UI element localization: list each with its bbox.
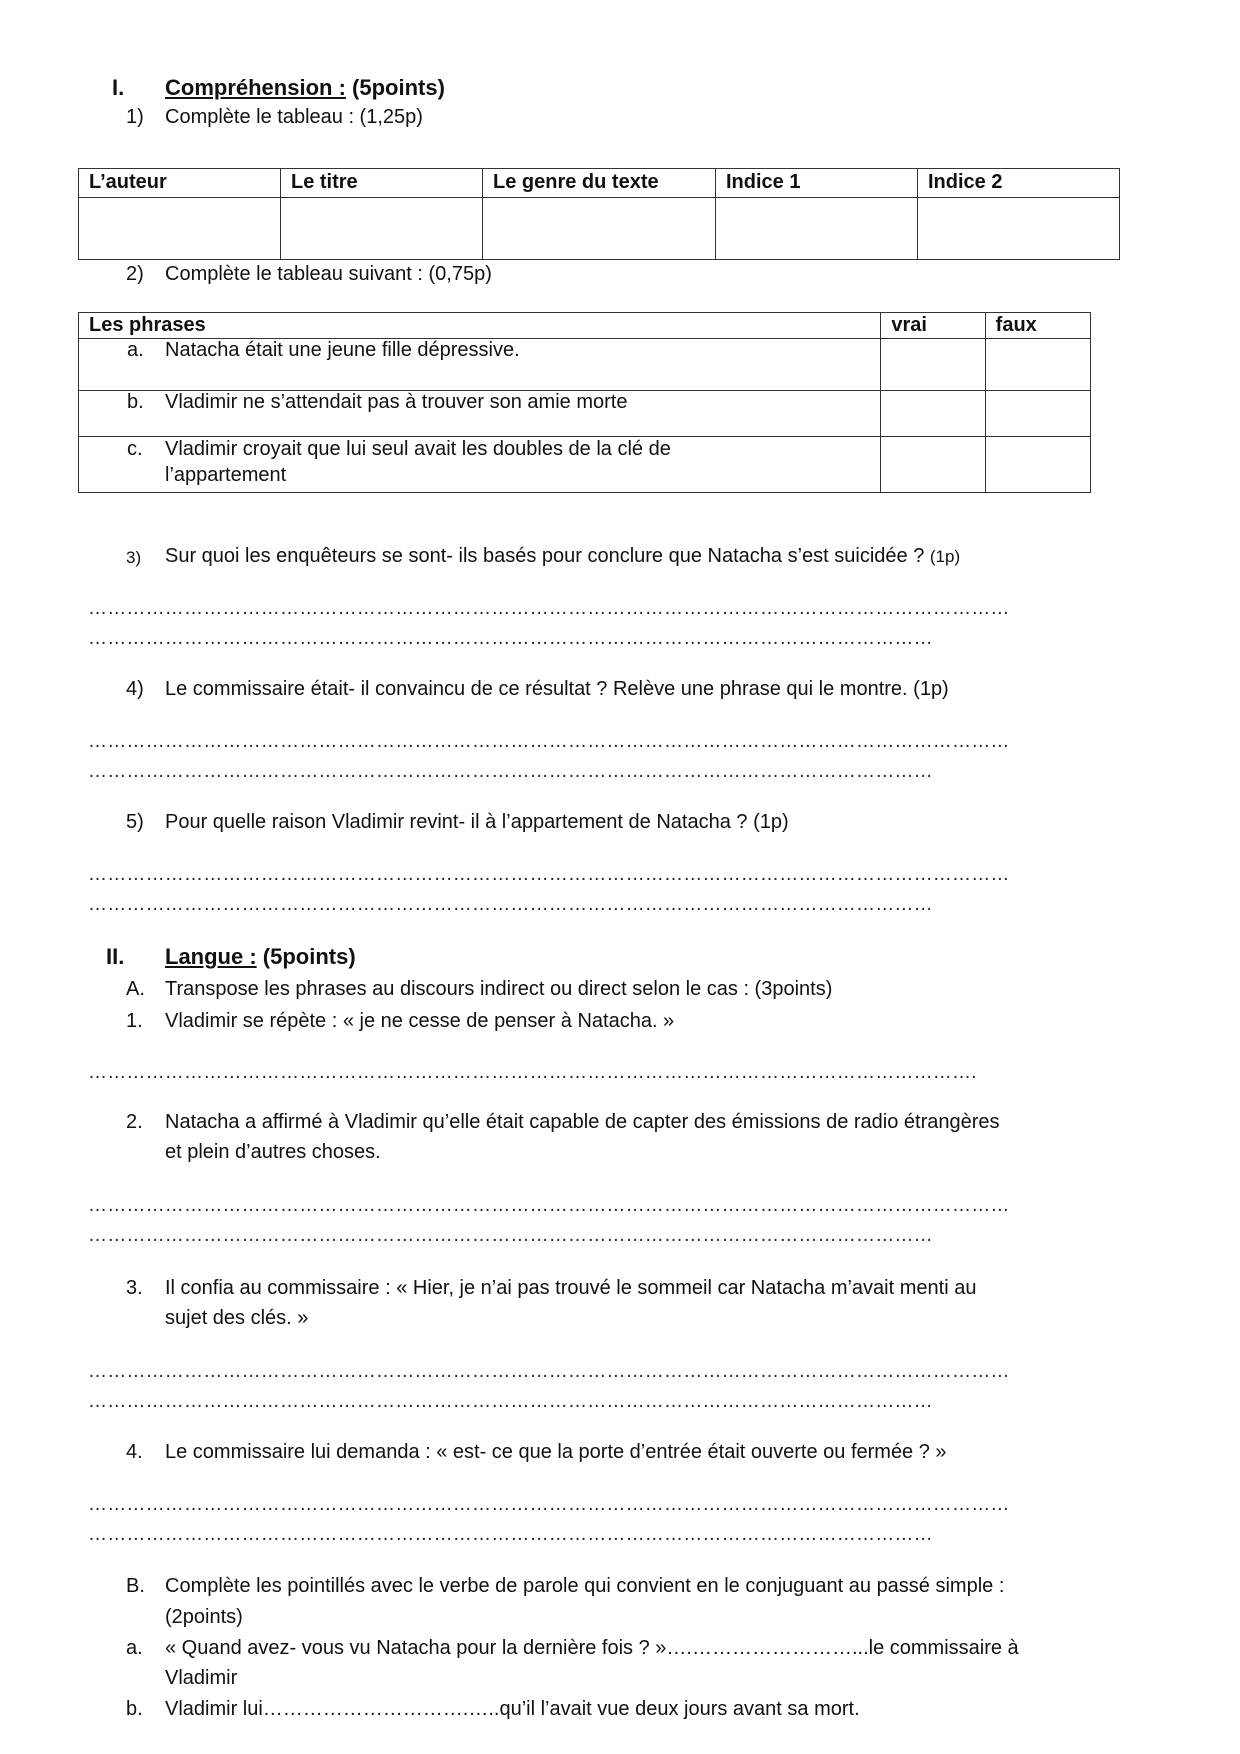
section1-title: Compréhension : — [165, 75, 346, 100]
table1-header-genre: Le genre du texte — [483, 169, 716, 198]
table2-row-a — [79, 339, 881, 391]
q4-answer-line-2[interactable]: …………………………………………………………………………………………………………………… — [88, 761, 933, 782]
table1-header-titre: Le titre — [281, 169, 483, 198]
item2-text: Natacha a affirmé à Vladimir qu’elle était capable de capter des émissions de radio étrangères — [165, 1111, 1000, 1133]
item1-number: 1. — [126, 1010, 143, 1032]
table2-row-b — [79, 391, 881, 437]
table2-row-a-text: Natacha était une jeune fille dépressive. — [165, 339, 520, 361]
table2-row-b-letter: b. — [127, 391, 144, 413]
q4-number: 4) — [126, 678, 144, 700]
item4-number: 4. — [126, 1441, 143, 1463]
table2-row-c — [79, 437, 881, 493]
table2-row-b-faux[interactable] — [985, 391, 1090, 437]
partB-text: Complète les pointillés avec le verbe de parole qui convient en le conjuguant au passé simple : — [165, 1575, 1005, 1597]
q1-text: Complète le tableau : (1,25p) — [165, 106, 423, 128]
partA-letter: A. — [126, 978, 145, 1000]
item3-answer-line-1[interactable]: ……………………………………………………………………………………………………………………………… — [88, 1361, 1010, 1382]
q4-answer-line-1[interactable]: ……………………………………………………………………………………………………………………………… — [88, 731, 1010, 752]
item1-answer-line[interactable]: …………………………………………………………………………………………………………………………. — [88, 1062, 977, 1083]
table1-header-indice1: Indice 1 — [716, 169, 918, 198]
table1-header-auteur: L’auteur — [79, 169, 281, 198]
table1 — [78, 168, 1120, 260]
table2-header-vrai: vrai — [881, 313, 985, 339]
q5-number: 5) — [126, 811, 144, 833]
item3-number: 3. — [126, 1277, 143, 1299]
item4-answer-line-1[interactable]: ……………………………………………………………………………………………………………………………… — [88, 1494, 1010, 1515]
q5-answer-line-1[interactable]: ……………………………………………………………………………………………………………………………… — [88, 864, 1010, 885]
q5-answer-line-2[interactable]: …………………………………………………………………………………………………………………… — [88, 894, 933, 915]
partB-text-line2: (2points) — [165, 1606, 243, 1628]
item1-text: Vladimir se répète : « je ne cesse de penser à Natacha. » — [165, 1010, 675, 1032]
table1-cell-titre[interactable] — [281, 198, 483, 260]
table2-row-a-letter: a. — [127, 339, 144, 361]
table1-header-indice2: Indice 2 — [918, 169, 1120, 198]
table2-header-faux: faux — [985, 313, 1090, 339]
q3-answer-line-2[interactable]: …………………………………………………………………………………………………………………… — [88, 628, 933, 649]
table2-row-b-text: Vladimir ne s’attendait pas à trouver son amie morte — [165, 391, 628, 413]
item4-text: Le commissaire lui demanda : « est- ce que la porte d’entrée était ouverte ou fermée ? » — [165, 1441, 947, 1463]
table2 — [78, 312, 1091, 493]
table2-row-c-letter: c. — [127, 438, 143, 460]
partB-b-text[interactable]: Vladimir lui………………………….…..qu’il l’avait vue deux jours avant sa mort. — [165, 1698, 860, 1720]
table2-header-phrases: Les phrases — [79, 313, 881, 339]
table2-row-b-vrai[interactable] — [881, 391, 985, 437]
q3-text: Sur quoi les enquêteurs se sont- ils basés pour conclure que Natacha s’est suicidée ? — [165, 545, 925, 567]
item2-text-line2: et plein d’autres choses. — [165, 1141, 381, 1163]
item3-text-line2: sujet des clés. » — [165, 1307, 309, 1329]
table2-row-a-vrai[interactable] — [881, 339, 985, 391]
item2-number: 2. — [126, 1111, 143, 1133]
table1-cell-genre[interactable] — [483, 198, 716, 260]
partB-b-letter: b. — [126, 1698, 143, 1720]
q3-number: 3) — [126, 548, 142, 567]
section2-title: Langue : — [165, 944, 257, 969]
table2-row-c-vrai[interactable] — [881, 437, 985, 493]
table1-cell-indice2[interactable] — [918, 198, 1120, 260]
item3-answer-line-2[interactable]: …………………………………………………………………………………………………………………… — [88, 1391, 933, 1412]
table2-row-c-text: Vladimir croyait que lui seul avait les doubles de la clé de — [165, 438, 671, 460]
section1-numeral: I. — [112, 75, 125, 100]
q4-text: Le commissaire était- il convaincu de ce résultat ? Relève une phrase qui le montre. (1p) — [165, 678, 949, 700]
q3-answer-line-1[interactable]: ……………………………………………………………………………………………………………………………… — [88, 598, 1010, 619]
partA-text: Transpose les phrases au discours indirect ou direct selon le cas : (3points) — [165, 978, 833, 1000]
section1-points: (5points) — [352, 75, 445, 100]
partB-letter: B. — [126, 1575, 145, 1597]
section2-heading — [165, 944, 356, 970]
table1-cell-indice1[interactable] — [716, 198, 918, 260]
section2-points: (5points) — [262, 944, 356, 969]
q2-text: Complète le tableau suivant : (0,75p) — [165, 263, 492, 285]
section2-numeral: II. — [106, 944, 125, 969]
q5-text: Pour quelle raison Vladimir revint- il à l’appartement de Natacha ? (1p) — [165, 811, 789, 833]
table2-row-c-text2: l’appartement — [165, 464, 287, 486]
q3-text-wrap — [165, 545, 960, 568]
item4-answer-line-2[interactable]: …………………………………………………………………………………………………………………… — [88, 1524, 933, 1545]
item2-answer-line-1[interactable]: ……………………………………………………………………………………………………………………………… — [88, 1195, 1010, 1216]
partB-a-letter: a. — [126, 1637, 143, 1659]
table1-cell-auteur[interactable] — [79, 198, 281, 260]
table2-row-a-faux[interactable] — [985, 339, 1090, 391]
q2-number: 2) — [126, 263, 144, 285]
q3-points: (1p) — [929, 547, 961, 566]
partB-a-text-line2: Vladimir — [165, 1667, 238, 1689]
item2-answer-line-2[interactable]: …………………………………………………………………………………………………………………… — [88, 1225, 933, 1246]
item3-text: Il confia au commissaire : « Hier, je n’ai pas trouvé le sommeil car Natacha m’avait menti au — [165, 1277, 977, 1299]
partB-a-text[interactable]: « Quand avez- vous vu Natacha pour la dernière fois ? »….……………………...le commissaire à — [165, 1637, 1019, 1659]
table2-row-c-faux[interactable] — [985, 437, 1090, 493]
section1-heading — [165, 75, 445, 101]
q1-number: 1) — [126, 106, 144, 128]
